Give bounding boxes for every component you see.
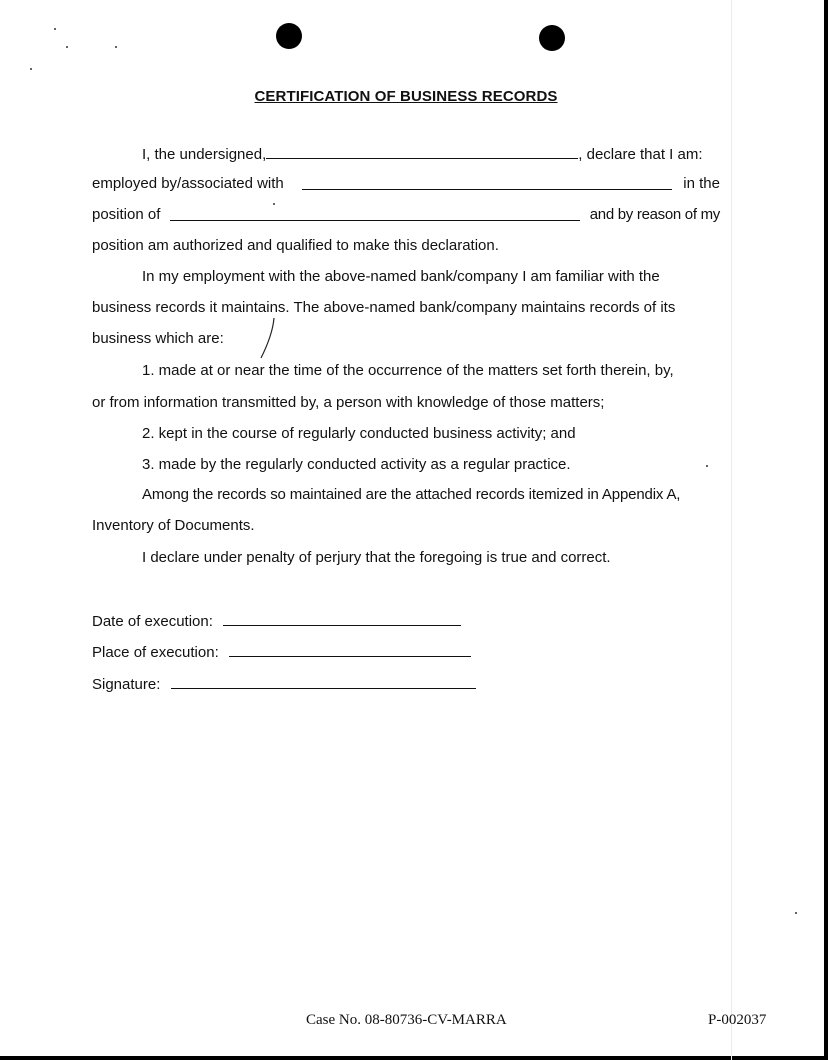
name-blank[interactable] [266, 144, 578, 159]
scan-speck [30, 68, 32, 70]
employer-line [92, 175, 720, 192]
scan-edge-bottom [0, 1056, 828, 1060]
document-title: CERTIFICATION OF BUSINESS RECORDS [254, 88, 558, 105]
date-blank[interactable] [223, 611, 461, 626]
authorization-line: position am authorized and qualified to make this declaration. [92, 237, 499, 254]
declarant-label: I, the undersigned, [142, 146, 267, 163]
scan-speck [66, 46, 68, 48]
date-row [92, 611, 461, 630]
item-3-line: 3. made by the regularly conducted activity as a regular practice. [142, 456, 571, 473]
records-which-line: business which are: [92, 330, 224, 347]
scan-speck [273, 203, 275, 205]
familiarity-line: In my employment with the above-named bank/company I am familiar with the [142, 268, 660, 285]
pen-tick-mark [258, 316, 278, 360]
page-id: P-002037 [708, 1012, 767, 1028]
item-1-line: 1. made at or near the time of the occurrence of the matters set forth therein, by, [142, 362, 674, 379]
appendix-line: Among the records so maintained are the attached records itemized in Appendix A, [142, 486, 681, 503]
in-the-text: in the [683, 175, 720, 192]
item-2-line: 2. kept in the course of regularly conducted business activity; and [142, 425, 576, 442]
signature-label: Signature: [92, 676, 161, 693]
employer-blank[interactable] [302, 175, 672, 190]
declare-text: , declare that I am: [578, 146, 703, 163]
records-line: business records it maintains. The above-named bank/company maintains records of its [92, 299, 676, 316]
place-blank[interactable] [229, 642, 471, 657]
signature-row [92, 674, 476, 693]
perjury-line: I declare under penalty of perjury that the foregoing is true and correct. [142, 549, 611, 566]
date-label: Date of execution: [92, 613, 213, 630]
item-1-continuation: or from information transmitted by, a person with knowledge of those matters; [92, 394, 605, 411]
position-label: position of [92, 206, 161, 223]
inventory-line: Inventory of Documents. [92, 517, 255, 534]
scan-speck [54, 28, 56, 30]
punch-hole-left [276, 23, 302, 49]
declarant-line [142, 144, 720, 163]
case-number: Case No. 08-80736-CV-MARRA [306, 1012, 507, 1028]
scan-fold-line [731, 0, 732, 1060]
scan-edge-right [824, 0, 828, 1060]
scan-speck [795, 912, 797, 914]
place-label: Place of execution: [92, 644, 219, 661]
scan-speck [115, 46, 117, 48]
position-line [92, 206, 720, 223]
signature-blank[interactable] [171, 674, 476, 689]
position-blank[interactable] [170, 206, 580, 221]
punch-hole-right [539, 25, 565, 51]
place-row [92, 642, 471, 661]
employer-label: employed by/associated with [92, 175, 284, 192]
reason-text: and by reason of my [589, 206, 720, 223]
